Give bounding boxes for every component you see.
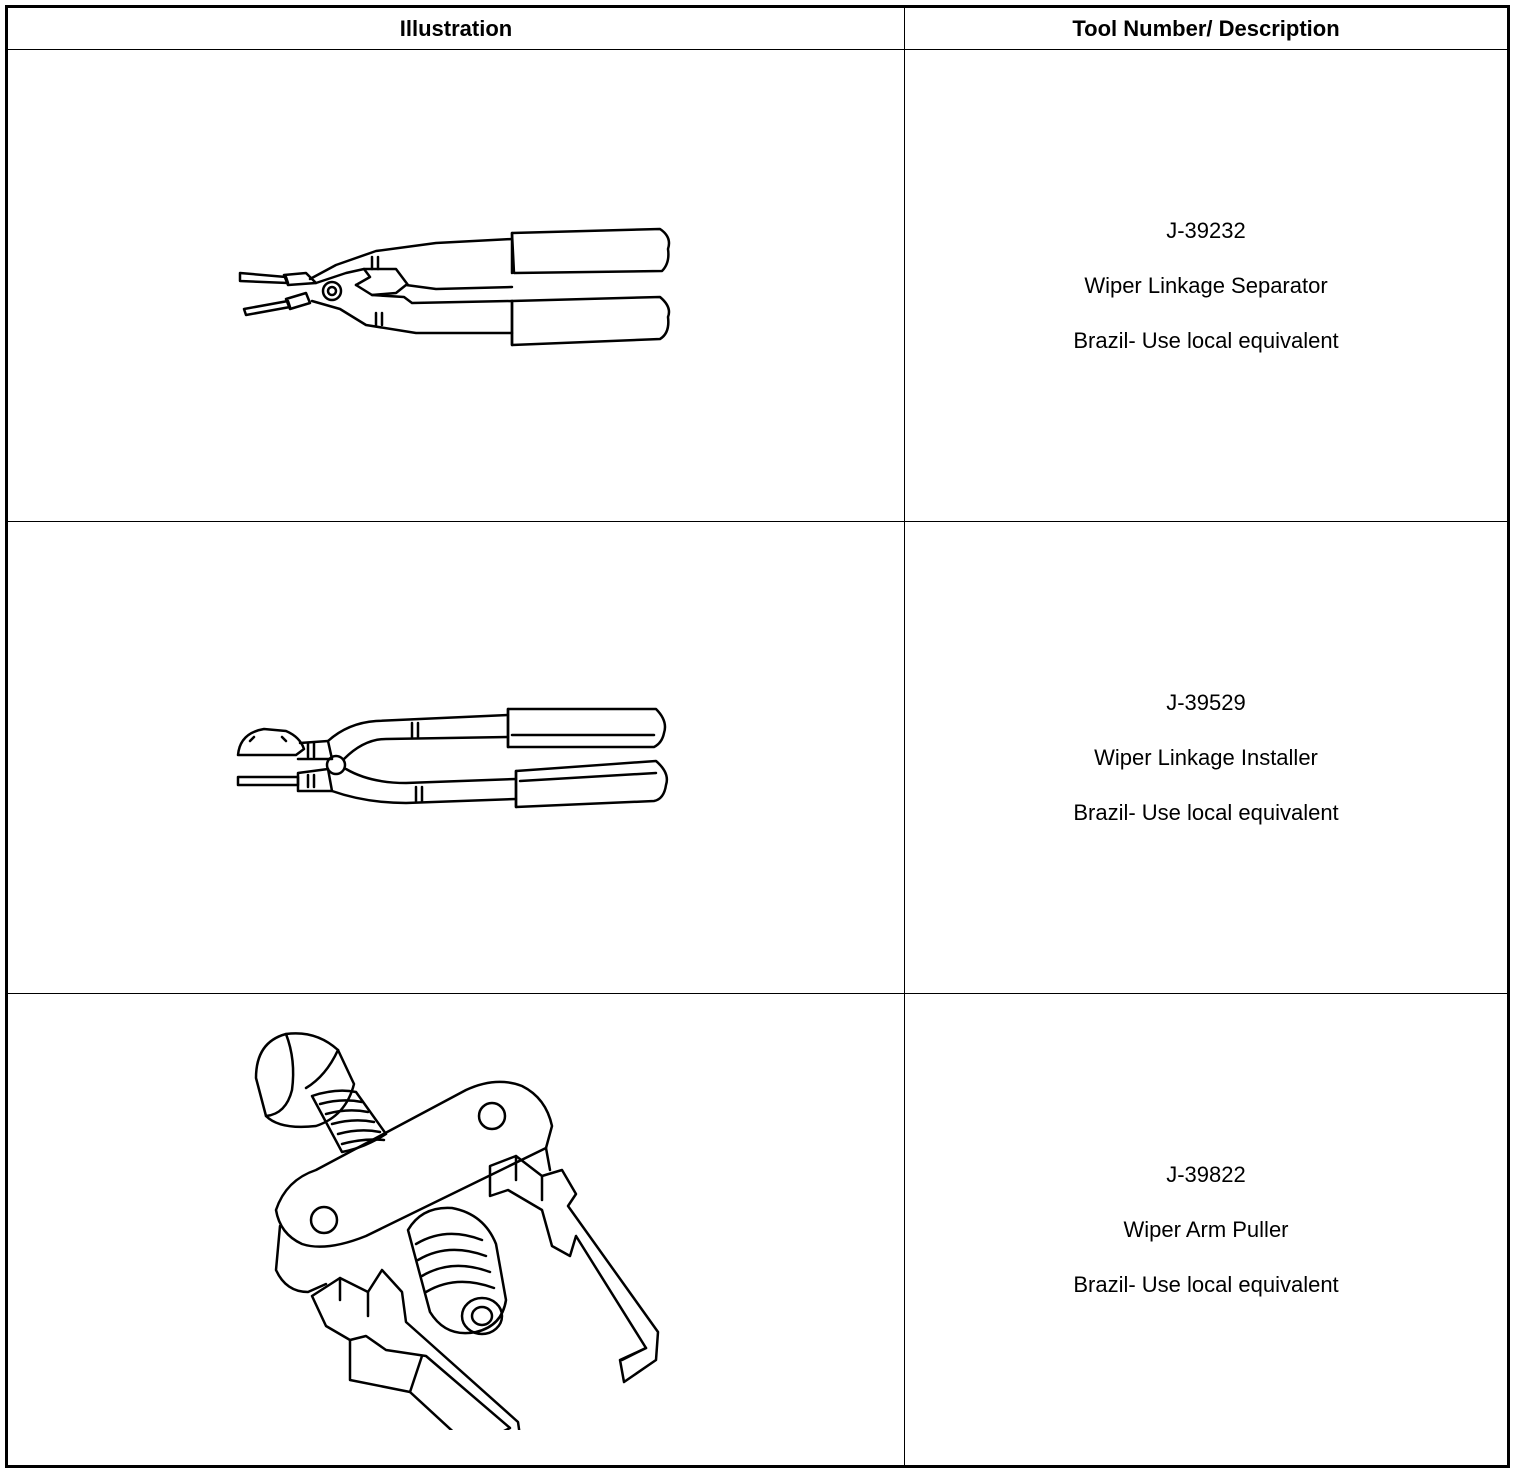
tool-name: Wiper Linkage Installer <box>1094 745 1318 770</box>
tool-description-cell <box>905 50 1509 522</box>
tool-number: J-39232 <box>1166 218 1246 243</box>
table-row <box>7 50 1509 522</box>
wiper-linkage-installer-pliers-icon <box>236 703 676 813</box>
table-row <box>7 522 1509 994</box>
tool-number: J-39529 <box>1166 690 1246 715</box>
wiper-linkage-separator-pliers-icon <box>236 221 676 351</box>
tool-description-cell <box>905 522 1509 994</box>
illustration-cell <box>7 994 905 1467</box>
tool-name: Wiper Linkage Separator <box>1084 273 1328 298</box>
table-header-row <box>7 7 1509 50</box>
illustration-cell <box>7 50 905 522</box>
tool-name: Wiper Arm Puller <box>1123 1217 1289 1242</box>
tool-note: Brazil- Use local equivalent <box>1073 328 1339 353</box>
tool-note: Brazil- Use local equivalent <box>1073 1272 1339 1297</box>
table-row <box>7 994 1509 1467</box>
tool-note: Brazil- Use local equivalent <box>1073 800 1339 825</box>
description-column-header: Tool Number/ Description <box>905 7 1509 50</box>
tool-description-cell <box>905 994 1509 1467</box>
illustration-cell <box>7 522 905 994</box>
wiper-arm-puller-icon <box>246 1030 666 1430</box>
illustration-column-header: Illustration <box>7 7 905 50</box>
special-tools-table <box>5 5 1510 1468</box>
tool-number: J-39822 <box>1166 1162 1246 1187</box>
